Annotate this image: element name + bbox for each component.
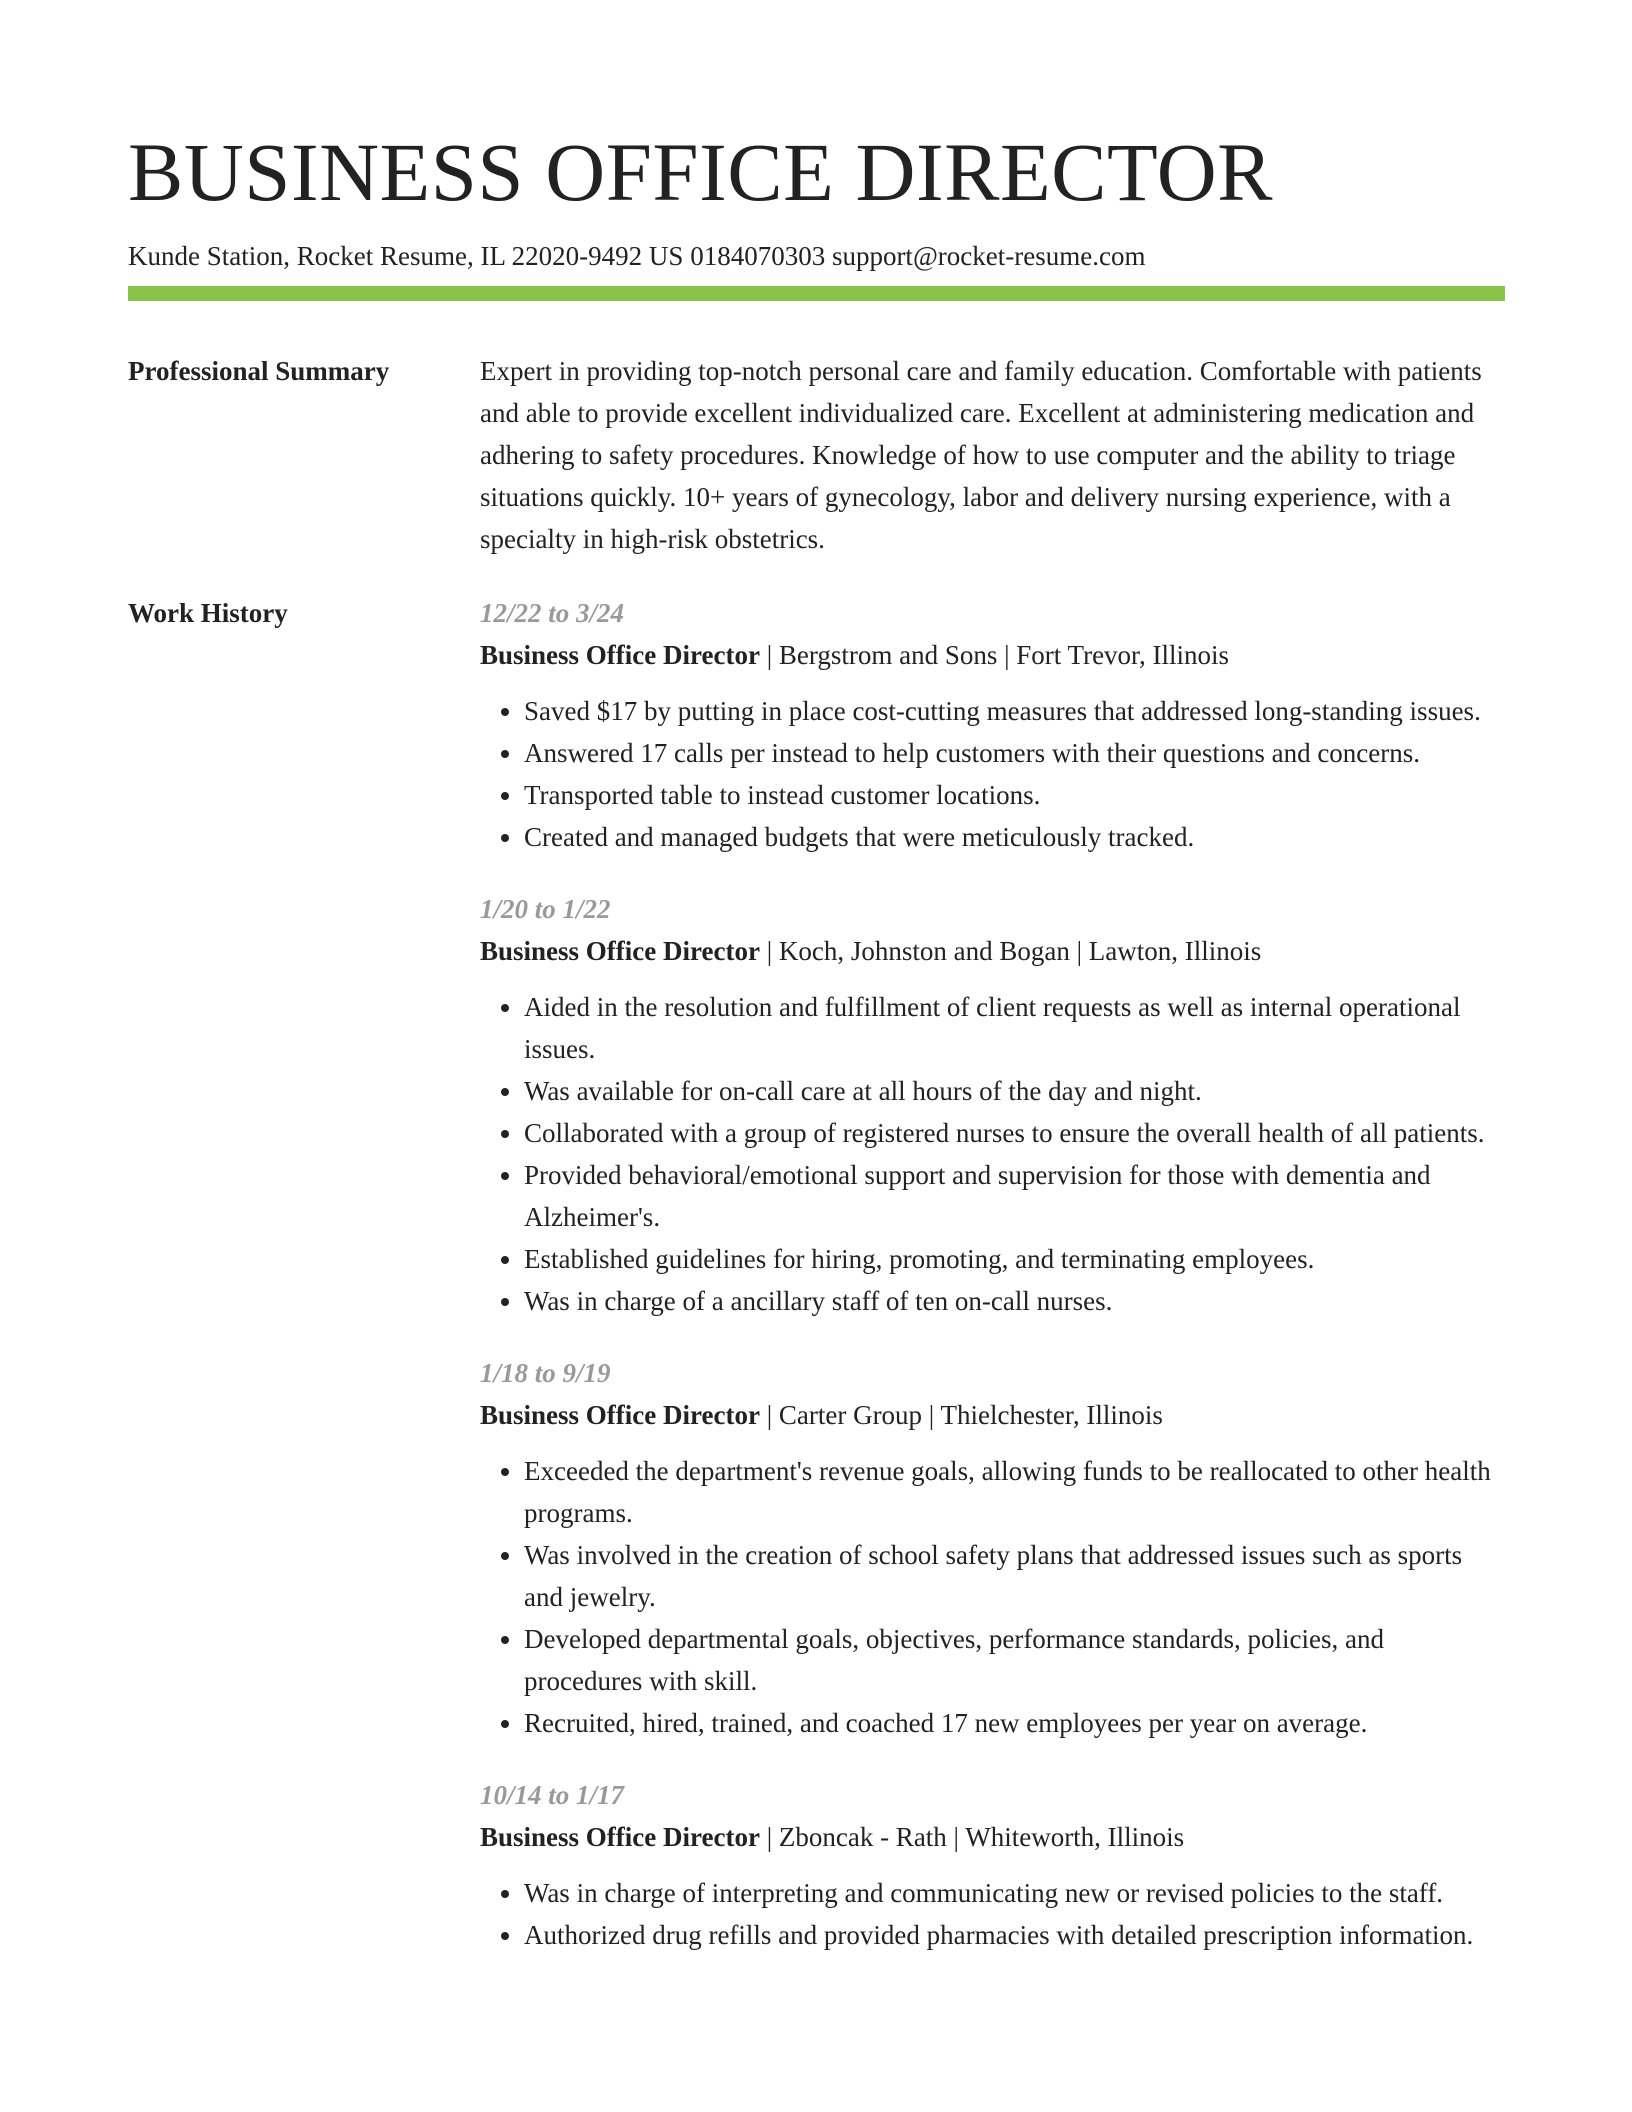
page-title: BUSINESS OFFICE DIRECTOR bbox=[128, 126, 1274, 218]
job-bullet-list bbox=[480, 1450, 1505, 1744]
list-item: • Was in charge of interpreting and communicating new or revised policies to the staff. bbox=[524, 1872, 1505, 1914]
job-heading bbox=[480, 930, 1505, 972]
list-item: • Saved $17 by putting in place cost-cutting measures that addressed long-standing issues. bbox=[524, 690, 1505, 732]
job-entry bbox=[480, 888, 1505, 1322]
job-dates: 10/14 to 1/17 bbox=[480, 1780, 625, 1810]
job-entry bbox=[480, 1352, 1505, 1744]
job-details: | Zboncak - Rath | Whiteworth, Illinois bbox=[759, 1822, 1185, 1852]
job-dates: 12/22 to 3/24 bbox=[480, 598, 625, 628]
work-history-section-label: Work History bbox=[128, 598, 288, 628]
job-dates: 1/20 to 1/22 bbox=[480, 894, 611, 924]
job-title: Business Office Director bbox=[480, 1400, 760, 1430]
list-item: • Created and managed budgets that were meticulously tracked. bbox=[524, 816, 1505, 858]
job-details: | Koch, Johnston and Bogan | Lawton, Illinois bbox=[759, 936, 1262, 966]
list-item: • Developed departmental goals, objectives, performance standards, policies, and procedures with skill. bbox=[524, 1618, 1505, 1702]
job-heading bbox=[480, 1394, 1505, 1436]
job-heading bbox=[480, 1816, 1505, 1858]
list-item: • Answered 17 calls per instead to help customers with their questions and concerns. bbox=[524, 732, 1505, 774]
list-item: • Established guidelines for hiring, promoting, and terminating employees. bbox=[524, 1238, 1505, 1280]
accent-divider bbox=[128, 286, 1505, 301]
job-details: | Bergstrom and Sons | Fort Trevor, Illinois bbox=[759, 640, 1229, 670]
job-bullet-list bbox=[480, 690, 1505, 858]
summary-section bbox=[480, 350, 1505, 560]
job-title: Business Office Director bbox=[480, 640, 760, 670]
list-item: • Provided behavioral/emotional support and supervision for those with dementia and Alzheimer's. bbox=[524, 1154, 1505, 1238]
list-item: • Was involved in the creation of school safety plans that addressed issues such as sports and jewelry. bbox=[524, 1534, 1505, 1618]
summary-text: Expert in providing top-notch personal care and family education. Comfortable with patients and able to provide excellent individualized care. Excellent at administering medication and adhering to safety procedures. Knowledge of how to use computer and the ability to triage situations quickly. 10+ years of gynecology, labor and delivery nursing experience, with a specialty in high-risk obstetrics. bbox=[480, 356, 1482, 554]
job-details: | Carter Group | Thielchester, Illinois bbox=[759, 1400, 1163, 1430]
list-item: • Was available for on-call care at all hours of the day and night. bbox=[524, 1070, 1505, 1112]
work-history-section bbox=[480, 592, 1505, 1986]
list-item: • Exceeded the department's revenue goals, allowing funds to be reallocated to other health programs. bbox=[524, 1450, 1505, 1534]
job-heading bbox=[480, 634, 1505, 676]
list-item: • Transported table to instead customer locations. bbox=[524, 774, 1505, 816]
list-item: • Aided in the resolution and fulfillment of client requests as well as internal operational issues. bbox=[524, 986, 1505, 1070]
job-bullet-list bbox=[480, 986, 1505, 1322]
job-title: Business Office Director bbox=[480, 936, 760, 966]
job-entry bbox=[480, 592, 1505, 858]
summary-section-label: Professional Summary bbox=[128, 356, 390, 386]
job-entry bbox=[480, 1774, 1505, 1956]
contact-line: Kunde Station, Rocket Resume, IL 22020-9492 US 0184070303 support@rocket-resume.com bbox=[128, 241, 1146, 271]
job-title: Business Office Director bbox=[480, 1822, 760, 1852]
list-item: • Was in charge of a ancillary staff of ten on-call nurses. bbox=[524, 1280, 1505, 1322]
resume-header bbox=[128, 124, 1505, 274]
list-item: • Recruited, hired, trained, and coached 17 new employees per year on average. bbox=[524, 1702, 1505, 1744]
list-item: • Collaborated with a group of registered nurses to ensure the overall health of all patients. bbox=[524, 1112, 1505, 1154]
list-item: • Authorized drug refills and provided pharmacies with detailed prescription information. bbox=[524, 1914, 1505, 1956]
job-bullet-list bbox=[480, 1872, 1505, 1956]
job-dates: 1/18 to 9/19 bbox=[480, 1358, 611, 1388]
